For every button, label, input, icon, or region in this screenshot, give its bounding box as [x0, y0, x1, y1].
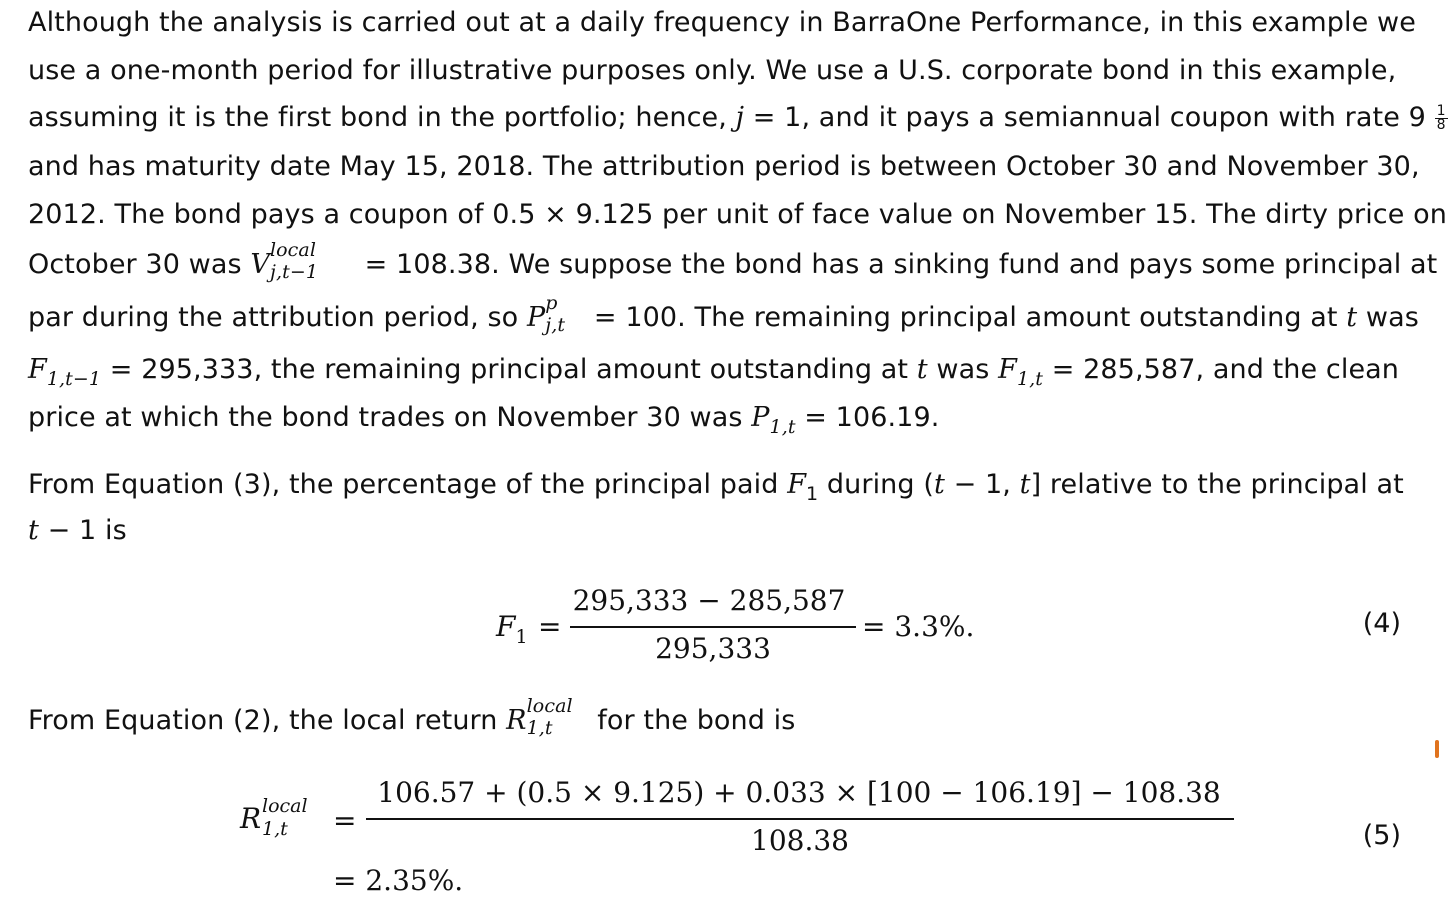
- math-var-R: R: [240, 802, 262, 835]
- text-run: = 1, and it pays a semiannual coupon with rate 9: [744, 102, 1426, 133]
- text-run: = 106.19.: [795, 402, 940, 433]
- fraction-bar: [366, 818, 1234, 820]
- subscript: 1,t: [1016, 368, 1044, 390]
- math-var-t: t: [1346, 302, 1358, 333]
- fraction-denominator: 108.38: [751, 824, 849, 857]
- superscript: local: [262, 795, 308, 817]
- text-run: From Equation (2), the local return: [28, 705, 507, 736]
- text-run: October 30 was: [28, 249, 251, 280]
- text-run: = 100. The remaining principal amount outstanding at: [585, 302, 1347, 333]
- fraction-numerator: 1: [1436, 103, 1446, 119]
- math-var-P: P: [751, 402, 770, 433]
- text-run: − 1,: [944, 469, 1020, 500]
- math-var-V: V: [250, 249, 270, 280]
- superscript: p: [545, 291, 558, 314]
- equals-sign: =: [333, 804, 357, 837]
- math-var-t: t: [916, 354, 928, 385]
- text-run: = 295,333, the remaining principal amount outstanding at: [101, 354, 917, 385]
- math-var-F: F: [787, 469, 807, 500]
- math-var-t: t: [28, 515, 39, 546]
- math-var-F: F: [496, 610, 516, 643]
- text-run: assuming it is the first bond in the portfolio; hence,: [28, 102, 736, 133]
- equation-result: = 2.35%.: [333, 864, 464, 897]
- equation-lhs: [240, 802, 261, 835]
- math-var-F: F: [998, 354, 1017, 385]
- paragraph1-line5: 2012. The bond pays a coupon of 0.5 × 9.125 per unit of face value on November 15. The dirty price on: [28, 199, 1447, 230]
- text-run: par during the attribution period, so: [28, 302, 527, 333]
- math-var-R: R: [506, 705, 527, 736]
- text-run: = 108.38. We suppose the bond has a sinking fund and pays some principal at: [355, 249, 1438, 280]
- math-var-P: P: [526, 302, 546, 333]
- subscript: j,t: [545, 313, 566, 336]
- text-run: price at which the bond trades on November 30 was: [28, 402, 752, 433]
- fraction-denominator: 8: [1436, 117, 1446, 133]
- equals-sign: =: [538, 610, 562, 643]
- math-var-F: F: [28, 354, 47, 385]
- paragraph1-line4: and has maturity date May 15, 2018. The attribution period is between October 30 and November 30,: [28, 151, 1420, 182]
- paragraph1-line2: use a one-month period for illustrative purposes only. We use a U.S. corporate bond in this example,: [28, 55, 1397, 86]
- subscript: j,t−1: [269, 260, 319, 283]
- math-var-t: t: [1019, 469, 1031, 500]
- text-run: was: [927, 354, 999, 385]
- superscript: local: [269, 238, 317, 261]
- subscript: 1,t: [769, 416, 796, 438]
- subscript: 1,t−1: [46, 368, 102, 390]
- text-run: ] relative to the principal at: [1030, 469, 1404, 500]
- math-var-j: j: [735, 102, 745, 133]
- equation-number: (4): [1362, 608, 1401, 639]
- subscript: 1: [515, 626, 528, 648]
- superscript: local: [526, 694, 573, 717]
- text-run: From Equation (3), the percentage of the principal paid: [28, 469, 788, 500]
- text-run: = 285,587, and the clean: [1043, 354, 1400, 385]
- subscript: 1,t: [526, 716, 553, 739]
- text-run: for the bond is: [588, 705, 796, 736]
- subscript: 1: [806, 483, 819, 505]
- margin-mark: [1435, 740, 1439, 758]
- fraction-numerator: 106.57 + (0.5 × 9.125) + 0.033 × [100 − 106.19] − 108.38: [377, 776, 1221, 809]
- equation-result: = 3.3%.: [862, 610, 975, 643]
- subscript: 1,t: [262, 818, 288, 840]
- equation-number: (5): [1362, 820, 1401, 851]
- fraction-denominator: 295,333: [655, 632, 771, 665]
- paragraph1-line1: Although the analysis is carried out at a daily frequency in BarraOne Performance, in this example we: [28, 7, 1416, 38]
- text-run: during (: [818, 469, 934, 500]
- fraction-numerator: 295,333 − 285,587: [572, 584, 846, 617]
- math-var-t: t: [933, 469, 945, 500]
- text-run: − 1 is: [38, 515, 127, 546]
- text-run: was: [1357, 302, 1419, 333]
